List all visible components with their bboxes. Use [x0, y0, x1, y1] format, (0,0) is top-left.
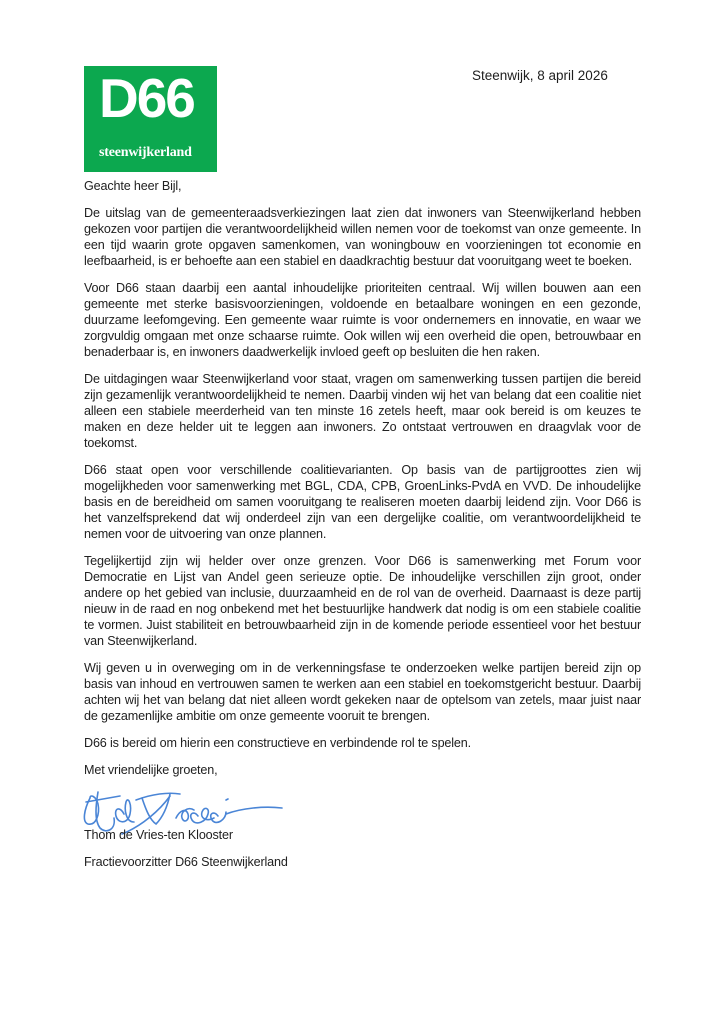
- paragraph-5: Tegelijkertijd zijn wij helder over onze grenzen. Voor D66 is samenwerking met Forum voor Democratie en Lijst van Andel geen serieuze optie. De inhoudelijke verschillen zijn groot, onder andere op het gebied van inclusie, duurzaamheid en de rol van de overheid. Daarnaast is deze partij nieuw in de raad en nog onbekend met het bestuurlijke handwerk dat nodig is om een stabiele coalitie te vormen. Juist stabiliteit en betrouwbaarheid zijn in de komende periode essentieel voor het bestuur van Steenwijkerland.: [84, 554, 641, 648]
- paragraph-6: Wij geven u in overweging om in de verkenningsfase te onderzoeken welke partijen bereid zijn op basis van inhoud en vertrouwen samen te werken aan een stabiel en toekomstgericht bestuur. Daarbij achten wij het van belang dat niet alleen wordt gekeken naar de optelsom van zetels, maar juist naar de gezamenlijke ambitie om onze gemeente vooruit te brengen.: [84, 661, 641, 723]
- d66-logo-subtitle: steenwijkerland: [99, 145, 192, 160]
- closing-salutation: Met vriendelijke groeten,: [84, 763, 218, 777]
- letter-date: Steenwijk, 8 april 2026: [472, 68, 608, 83]
- signee-role: Fractievoorzitter D66 Steenwijkerland: [84, 855, 288, 869]
- salutation: Geachte heer Bijl,: [84, 179, 182, 193]
- d66-logo: [84, 66, 217, 172]
- paragraph-7: D66 is bereid om hierin een constructieve en verbindende rol te spelen.: [84, 736, 471, 750]
- letter-body: [84, 178, 641, 881]
- signee-name: Thom de Vries-ten Klooster: [84, 828, 233, 842]
- paragraph-2: Voor D66 staan daarbij een aantal inhoudelijke prioriteiten centraal. Wij willen bouwen aan een gemeente met sterke basisvoorzieningen, voldoende en betaalbare woningen en een gezonde, duurzame leefomgeving. Een gemeente waar ruimte is voor ondernemers en innovatie, en waar we zorgvuldig omgaan met onze schaarse ruimte. Ook willen wij een overheid die open, betrouwbaar en benaderbaar is, en inwoners daadwerkelijk invloed geeft op besluiten die hen raken.: [84, 281, 641, 359]
- paragraph-3: De uitdagingen waar Steenwijkerland voor staat, vragen om samenwerking tussen partijen die bereid zijn gezamenlijk verantwoordelijkheid te nemen. Daarbij vinden wij het van belang dat een coalitie niet alleen een stabiele meerderheid van ten minste 16 zetels heeft, maar ook bereid is om keuzes te maken en deze helder uit te leggen aan inwoners. Zo ontstaat vertrouwen en draagvlak voor de toekomst.: [84, 372, 641, 450]
- paragraph-4: D66 staat open voor verschillende coalitievarianten. Op basis van de partijgroottes zien wij mogelijkheden voor samenwerking met BGL, CDA, CPB, GroenLinks-PvdA en VVD. De inhoudelijke basis en de bereidheid om samen vooruitgang te realiseren moeten daarbij leidend zijn. Voor D66 is het vanzelfsprekend dat wij onderdeel zijn van een dergelijke coalitie, om verantwoordelijkheid te nemen voor de uitvoering van onze plannen.: [84, 463, 641, 541]
- paragraph-1: De uitslag van de gemeenteraadsverkiezingen laat zien dat inwoners van Steenwijkerland hebben gekozen voor partijen die verantwoordelijkheid willen nemen voor de toekomst van onze gemeente. In een tijd waarin grote opgaven samenkomen, van woningbouw en voorzieningen tot economie en leefbaarheid, is er behoefte aan een stabiel en daadkrachtig bestuur dat vooruitgang weet te boeken.: [84, 206, 641, 268]
- d66-wordmark: D66: [99, 67, 194, 129]
